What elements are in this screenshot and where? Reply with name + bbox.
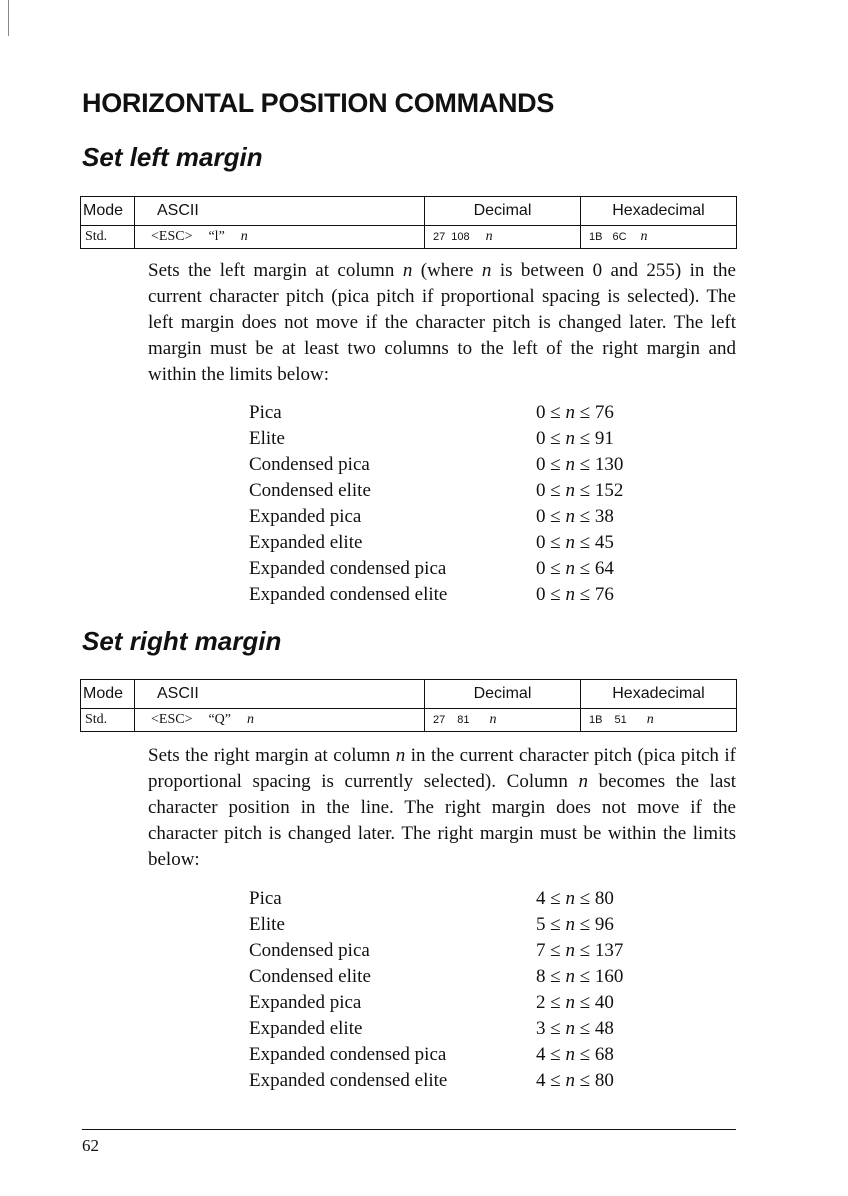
list-item bbox=[249, 1068, 669, 1094]
limit-range: 0 ≤ n ≤ 91 bbox=[536, 428, 614, 449]
cell-decimal bbox=[425, 709, 581, 732]
decimal-esc: 27 bbox=[433, 714, 446, 726]
limit-name: Condensed elite bbox=[249, 480, 371, 501]
page-number: 62 bbox=[82, 1136, 99, 1155]
section-description: Sets the left margin at column n (where n is between 0 and 255) in the current character pitch (pica pitch if proportional spacing is selected). The left margin does not move if the character pitch is changed later. The left margin must be at least two columns to the left of the right margin and within the limits below: bbox=[148, 260, 736, 385]
list-item bbox=[249, 1016, 669, 1042]
section-title-left-margin bbox=[82, 142, 263, 173]
variable-n: n bbox=[402, 260, 413, 281]
limit-name: Expanded condensed elite bbox=[249, 584, 448, 605]
list-item bbox=[249, 886, 669, 912]
list-item bbox=[249, 912, 669, 938]
limit-range: 0 ≤ n ≤ 76 bbox=[536, 584, 614, 605]
footer-divider bbox=[82, 1129, 736, 1130]
decimal-char: 108 bbox=[451, 231, 470, 243]
list-item bbox=[249, 938, 669, 964]
decimal-param: n bbox=[485, 229, 493, 244]
hex-esc: 1B bbox=[589, 231, 603, 243]
list-item bbox=[249, 478, 669, 504]
limit-range: 5 ≤ n ≤ 96 bbox=[536, 914, 614, 935]
variable-n: n bbox=[565, 940, 575, 961]
limit-name: Pica bbox=[249, 888, 282, 909]
limit-name: Expanded elite bbox=[249, 1018, 363, 1039]
limit-range: 2 ≤ n ≤ 40 bbox=[536, 992, 614, 1013]
limit-name: Elite bbox=[249, 914, 285, 935]
limit-name: Condensed elite bbox=[249, 966, 371, 987]
list-item bbox=[249, 530, 669, 556]
ascii-param: n bbox=[240, 229, 248, 244]
header-decimal: Decimal bbox=[425, 680, 581, 709]
decimal-param: n bbox=[489, 712, 497, 727]
variable-n: n bbox=[565, 454, 575, 475]
ascii-char: “l” bbox=[208, 229, 225, 244]
cell-mode: Std. bbox=[81, 226, 135, 249]
list-item bbox=[249, 426, 669, 452]
list-item bbox=[249, 556, 669, 582]
limit-name: Pica bbox=[249, 402, 282, 423]
table-row bbox=[81, 226, 737, 249]
header-hexadecimal: Hexadecimal bbox=[581, 680, 737, 709]
header-decimal: Decimal bbox=[425, 197, 581, 226]
limit-range: 4 ≤ n ≤ 68 bbox=[536, 1044, 614, 1065]
hex-char: 6C bbox=[612, 231, 627, 243]
limit-name: Expanded pica bbox=[249, 992, 362, 1013]
cell-mode: Std. bbox=[81, 709, 135, 732]
variable-n: n bbox=[565, 428, 575, 449]
header-ascii: ASCII bbox=[135, 680, 425, 709]
header-ascii: ASCII bbox=[135, 197, 425, 226]
limit-name: Expanded condensed pica bbox=[249, 1044, 447, 1065]
ascii-char: “Q” bbox=[208, 712, 232, 727]
limit-range: 3 ≤ n ≤ 48 bbox=[536, 1018, 614, 1039]
variable-n: n bbox=[565, 992, 575, 1013]
limit-range: 0 ≤ n ≤ 152 bbox=[536, 480, 624, 501]
limit-range: 4 ≤ n ≤ 80 bbox=[536, 888, 614, 909]
section-title-prefix: Set bbox=[82, 626, 130, 656]
variable-n: n bbox=[578, 771, 589, 792]
limit-range: 0 ≤ n ≤ 45 bbox=[536, 532, 614, 553]
cell-ascii bbox=[135, 709, 425, 732]
limit-name: Elite bbox=[249, 428, 285, 449]
limits-list-left-margin bbox=[249, 400, 669, 608]
variable-n: n bbox=[565, 1044, 575, 1065]
list-item bbox=[249, 504, 669, 530]
limit-range: 8 ≤ n ≤ 160 bbox=[536, 966, 624, 987]
section-title-prefix: Set bbox=[82, 142, 130, 172]
variable-n: n bbox=[565, 914, 575, 935]
list-item bbox=[249, 1042, 669, 1068]
hex-param: n bbox=[640, 229, 648, 244]
chapter-title: HORIZONTAL POSITION COMMANDS bbox=[82, 88, 555, 118]
header-mode: Mode bbox=[81, 197, 135, 226]
limit-range: 0 ≤ n ≤ 76 bbox=[536, 402, 614, 423]
variable-n: n bbox=[565, 584, 575, 605]
limit-range: 0 ≤ n ≤ 38 bbox=[536, 506, 614, 527]
limit-name: Condensed pica bbox=[249, 454, 370, 475]
cell-hex bbox=[581, 226, 737, 249]
table-header-row bbox=[81, 197, 737, 226]
table-header-row bbox=[81, 680, 737, 709]
table-row bbox=[81, 709, 737, 732]
limit-name: Expanded elite bbox=[249, 532, 363, 553]
variable-n: n bbox=[565, 966, 575, 987]
cell-hex bbox=[581, 709, 737, 732]
variable-n: n bbox=[565, 402, 575, 423]
limit-name: Expanded condensed pica bbox=[249, 558, 447, 579]
limit-name: Condensed pica bbox=[249, 940, 370, 961]
scan-margin-mark bbox=[8, 0, 9, 36]
limit-range: 0 ≤ n ≤ 130 bbox=[536, 454, 624, 475]
section-title-right-margin bbox=[82, 626, 281, 657]
limit-range: 7 ≤ n ≤ 137 bbox=[536, 940, 624, 961]
ascii-param: n bbox=[247, 712, 255, 727]
variable-n: n bbox=[565, 1018, 575, 1039]
decimal-esc: 27 bbox=[433, 231, 446, 243]
variable-n: n bbox=[565, 558, 575, 579]
variable-n: n bbox=[565, 480, 575, 501]
limit-name: Expanded condensed elite bbox=[249, 1070, 448, 1091]
limit-name: Expanded pica bbox=[249, 506, 362, 527]
command-table-left-margin bbox=[80, 196, 737, 249]
list-item bbox=[249, 582, 669, 608]
header-mode: Mode bbox=[81, 680, 135, 709]
cell-decimal bbox=[425, 226, 581, 249]
ascii-esc: <ESC> bbox=[151, 229, 193, 244]
variable-n: n bbox=[565, 532, 575, 553]
section-title-emphasis: right margin bbox=[129, 626, 282, 656]
limit-range: 4 ≤ n ≤ 80 bbox=[536, 1070, 614, 1091]
list-item bbox=[249, 990, 669, 1016]
list-item bbox=[249, 452, 669, 478]
ascii-esc: <ESC> bbox=[151, 712, 193, 727]
limit-range: 0 ≤ n ≤ 64 bbox=[536, 558, 614, 579]
hex-param: n bbox=[646, 712, 654, 727]
list-item bbox=[249, 964, 669, 990]
section-title-emphasis: left margin bbox=[129, 142, 263, 172]
limits-list-right-margin bbox=[249, 886, 669, 1094]
section-description: Sets the right margin at column n in the current character pitch (pica pitch if proportional spacing is currently selected). Column n becomes the last character position in the line. The right margin does not move if the character pitch is changed later. The right margin must be within the limits below: bbox=[148, 745, 736, 870]
hex-esc: 1B bbox=[589, 714, 603, 726]
variable-n: n bbox=[481, 260, 492, 281]
header-hexadecimal: Hexadecimal bbox=[581, 197, 737, 226]
command-table-right-margin bbox=[80, 679, 737, 732]
decimal-char: 81 bbox=[457, 714, 470, 726]
list-item bbox=[249, 400, 669, 426]
variable-n: n bbox=[565, 506, 575, 527]
variable-n: n bbox=[395, 745, 406, 766]
variable-n: n bbox=[565, 1070, 575, 1091]
variable-n: n bbox=[565, 888, 575, 909]
cell-ascii bbox=[135, 226, 425, 249]
hex-char: 51 bbox=[614, 714, 627, 726]
